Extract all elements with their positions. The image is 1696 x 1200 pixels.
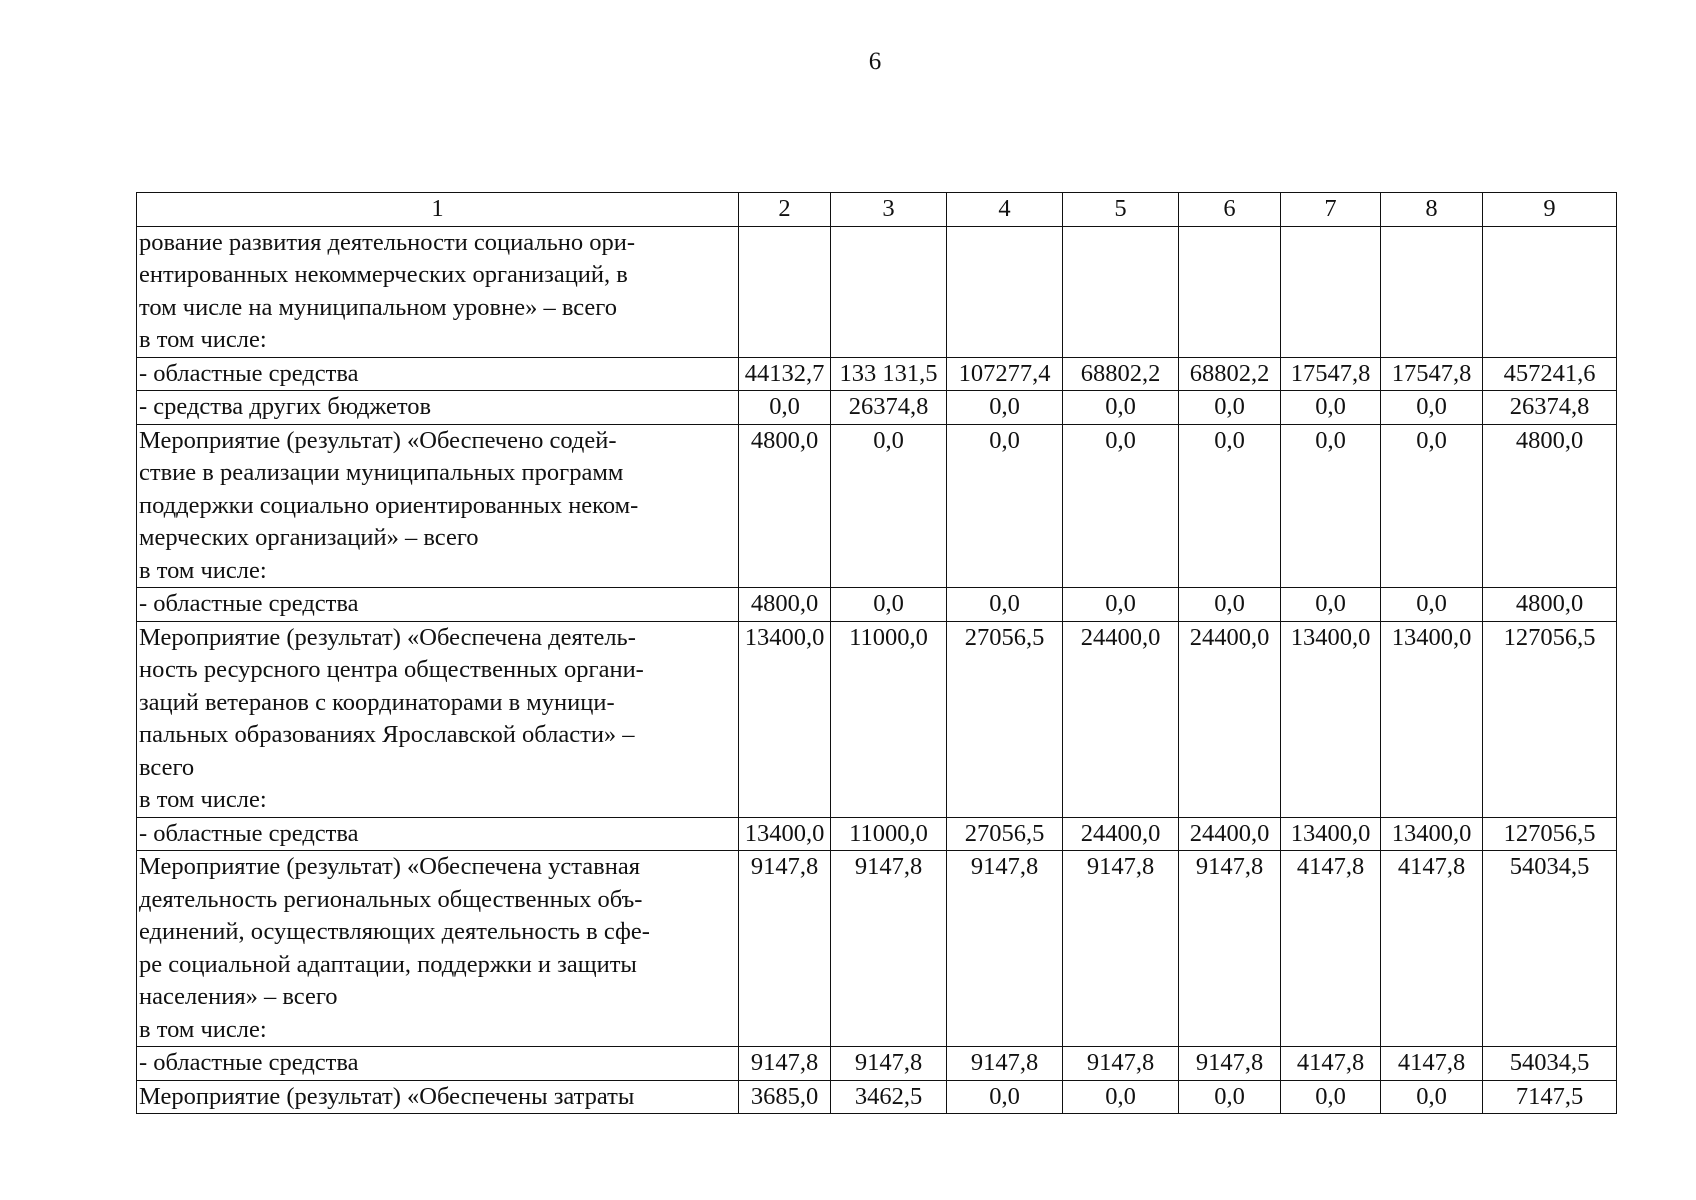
value-cell: 4800,0 (1483, 588, 1617, 622)
description-line: - областные средства (139, 359, 359, 387)
row-description (137, 1080, 739, 1114)
value-cell: 68802,2 (1179, 357, 1281, 391)
value-cell: 0,0 (1281, 424, 1381, 588)
description-line: единений, осуществляющих деятельность в сфе- (139, 918, 650, 945)
value-cell: 9147,8 (1063, 851, 1179, 1047)
value-cell (1179, 226, 1281, 357)
value-cell: 0,0 (947, 588, 1063, 622)
column-header: 6 (1179, 193, 1281, 227)
description-line: Мероприятие (результат) «Обеспечена уставная (139, 853, 640, 880)
column-header: 5 (1063, 193, 1179, 227)
column-header: 4 (947, 193, 1063, 227)
description-line: поддержки социально ориентированных неком- (139, 491, 639, 519)
value-cell: 9147,8 (1063, 1047, 1179, 1081)
value-cell: 24400,0 (1179, 817, 1281, 851)
value-cell: 54034,5 (1483, 851, 1617, 1047)
row-description (137, 817, 739, 851)
value-cell: 0,0 (1381, 1080, 1483, 1114)
column-header: 7 (1281, 193, 1381, 227)
value-cell: 4147,8 (1281, 1047, 1381, 1081)
description-line: мерческих организаций» – всего (139, 524, 479, 551)
value-cell: 13400,0 (1381, 817, 1483, 851)
description-line: населения» – всего (139, 983, 338, 1010)
value-cell: 9147,8 (739, 851, 831, 1047)
value-cell: 107277,4 (947, 357, 1063, 391)
description-line: Мероприятие (результат) «Обеспечены затраты (139, 1082, 635, 1110)
value-cell: 0,0 (831, 424, 947, 588)
value-cell: 17547,8 (1381, 357, 1483, 391)
description-line: всего (139, 753, 195, 781)
value-cell: 0,0 (1281, 588, 1381, 622)
row-description (137, 621, 739, 817)
value-cell: 0,0 (1179, 588, 1281, 622)
table-row (137, 588, 1617, 622)
column-header: 1 (137, 193, 739, 227)
column-header: 3 (831, 193, 947, 227)
description-line: - областные средства (139, 819, 359, 847)
value-cell: 11000,0 (831, 621, 947, 817)
row-description (137, 357, 739, 391)
value-cell: 0,0 (1281, 1080, 1381, 1114)
value-cell: 54034,5 (1483, 1047, 1617, 1081)
row-description (137, 588, 739, 622)
description-line: ентированных некоммерческих организаций, в (139, 261, 628, 288)
value-cell: 0,0 (1063, 424, 1179, 588)
value-cell: 0,0 (947, 391, 1063, 425)
value-cell: 17547,8 (1281, 357, 1381, 391)
description-line: в том числе: (139, 326, 267, 353)
table-row (137, 817, 1617, 851)
value-cell: 24400,0 (1063, 621, 1179, 817)
value-cell: 9147,8 (947, 1047, 1063, 1081)
value-cell: 9147,8 (947, 851, 1063, 1047)
value-cell: 26374,8 (1483, 391, 1617, 425)
description-line: рование развития деятельности социально ори- (139, 228, 636, 256)
description-line: - средства других бюджетов (139, 393, 432, 420)
value-cell: 24400,0 (1179, 621, 1281, 817)
column-header: 2 (739, 193, 831, 227)
value-cell: 13400,0 (1281, 817, 1381, 851)
value-cell: 4800,0 (739, 424, 831, 588)
table-row (137, 1080, 1617, 1114)
value-cell: 0,0 (739, 391, 831, 425)
value-cell: 457241,6 (1483, 357, 1617, 391)
table-row (137, 357, 1617, 391)
value-cell (1281, 226, 1381, 357)
description-line: Мероприятие (результат) «Обеспечено содей- (139, 426, 617, 454)
value-cell: 0,0 (1381, 588, 1483, 622)
table-row (137, 226, 1617, 357)
value-cell: 0,0 (1063, 391, 1179, 425)
value-cell (831, 226, 947, 357)
description-line: ре социальной адаптации, поддержки и защиты (139, 950, 637, 978)
description-line: ность ресурсного центра общественных органи- (139, 656, 644, 683)
value-cell: 27056,5 (947, 817, 1063, 851)
value-cell (1483, 226, 1617, 357)
description-line: том числе на муниципальном уровне» – всего (139, 293, 617, 321)
value-cell: 9147,8 (831, 851, 947, 1047)
value-cell: 0,0 (1179, 1080, 1281, 1114)
value-cell: 13400,0 (739, 817, 831, 851)
description-line: заций ветеранов с координаторами в муници- (139, 688, 615, 716)
description-line: в том числе: (139, 1015, 267, 1043)
value-cell: 27056,5 (947, 621, 1063, 817)
value-cell: 0,0 (1063, 588, 1179, 622)
value-cell: 0,0 (1281, 391, 1381, 425)
value-cell: 9147,8 (1179, 1047, 1281, 1081)
value-cell: 4147,8 (1381, 1047, 1483, 1081)
value-cell (739, 226, 831, 357)
table-row (137, 621, 1617, 817)
value-cell: 0,0 (1179, 391, 1281, 425)
description-line: Мероприятие (результат) «Обеспечена деятель- (139, 623, 636, 651)
value-cell (1381, 226, 1483, 357)
value-cell: 9147,8 (739, 1047, 831, 1081)
value-cell: 13400,0 (1381, 621, 1483, 817)
value-cell (947, 226, 1063, 357)
value-cell: 26374,8 (831, 391, 947, 425)
value-cell: 127056,5 (1483, 621, 1617, 817)
value-cell: 24400,0 (1063, 817, 1179, 851)
description-line: деятельность региональных общественных объ- (139, 885, 643, 913)
value-cell: 4147,8 (1281, 851, 1381, 1047)
value-cell (1063, 226, 1179, 357)
description-line: ствие в реализации муниципальных программ (139, 459, 624, 486)
value-cell: 9147,8 (1179, 851, 1281, 1047)
value-cell: 0,0 (1381, 391, 1483, 425)
row-description (137, 1047, 739, 1081)
value-cell: 13400,0 (1281, 621, 1381, 817)
description-line: в том числе: (139, 786, 267, 813)
value-cell: 13400,0 (739, 621, 831, 817)
value-cell: 0,0 (1381, 424, 1483, 588)
table-row (137, 391, 1617, 425)
table-row (137, 851, 1617, 1047)
value-cell: 3685,0 (739, 1080, 831, 1114)
row-description (137, 851, 739, 1047)
value-cell: 0,0 (831, 588, 947, 622)
budget-table (136, 192, 1617, 1114)
row-description (137, 424, 739, 588)
value-cell: 133 131,5 (831, 357, 947, 391)
column-header: 8 (1381, 193, 1483, 227)
value-cell: 0,0 (947, 1080, 1063, 1114)
value-cell: 4147,8 (1381, 851, 1483, 1047)
description-line: - областные средства (139, 590, 359, 617)
table-row (137, 1047, 1617, 1081)
value-cell: 7147,5 (1483, 1080, 1617, 1114)
value-cell: 0,0 (1179, 424, 1281, 588)
column-header: 9 (1483, 193, 1617, 227)
header-row (137, 193, 1617, 227)
page-number: 6 (868, 48, 882, 75)
value-cell: 0,0 (1063, 1080, 1179, 1114)
description-line: - областные средства (139, 1049, 359, 1076)
value-cell: 68802,2 (1063, 357, 1179, 391)
table-row (137, 424, 1617, 588)
value-cell: 127056,5 (1483, 817, 1617, 851)
value-cell: 9147,8 (831, 1047, 947, 1081)
description-line: в том числе: (139, 556, 267, 584)
value-cell: 3462,5 (831, 1080, 947, 1114)
table-body (137, 193, 1617, 1114)
value-cell: 11000,0 (831, 817, 947, 851)
description-line: пальных образованиях Ярославской области» – (139, 721, 635, 748)
value-cell: 4800,0 (1483, 424, 1617, 588)
row-description (137, 226, 739, 357)
value-cell: 44132,7 (739, 357, 831, 391)
value-cell: 4800,0 (739, 588, 831, 622)
value-cell: 0,0 (947, 424, 1063, 588)
row-description (137, 391, 739, 425)
